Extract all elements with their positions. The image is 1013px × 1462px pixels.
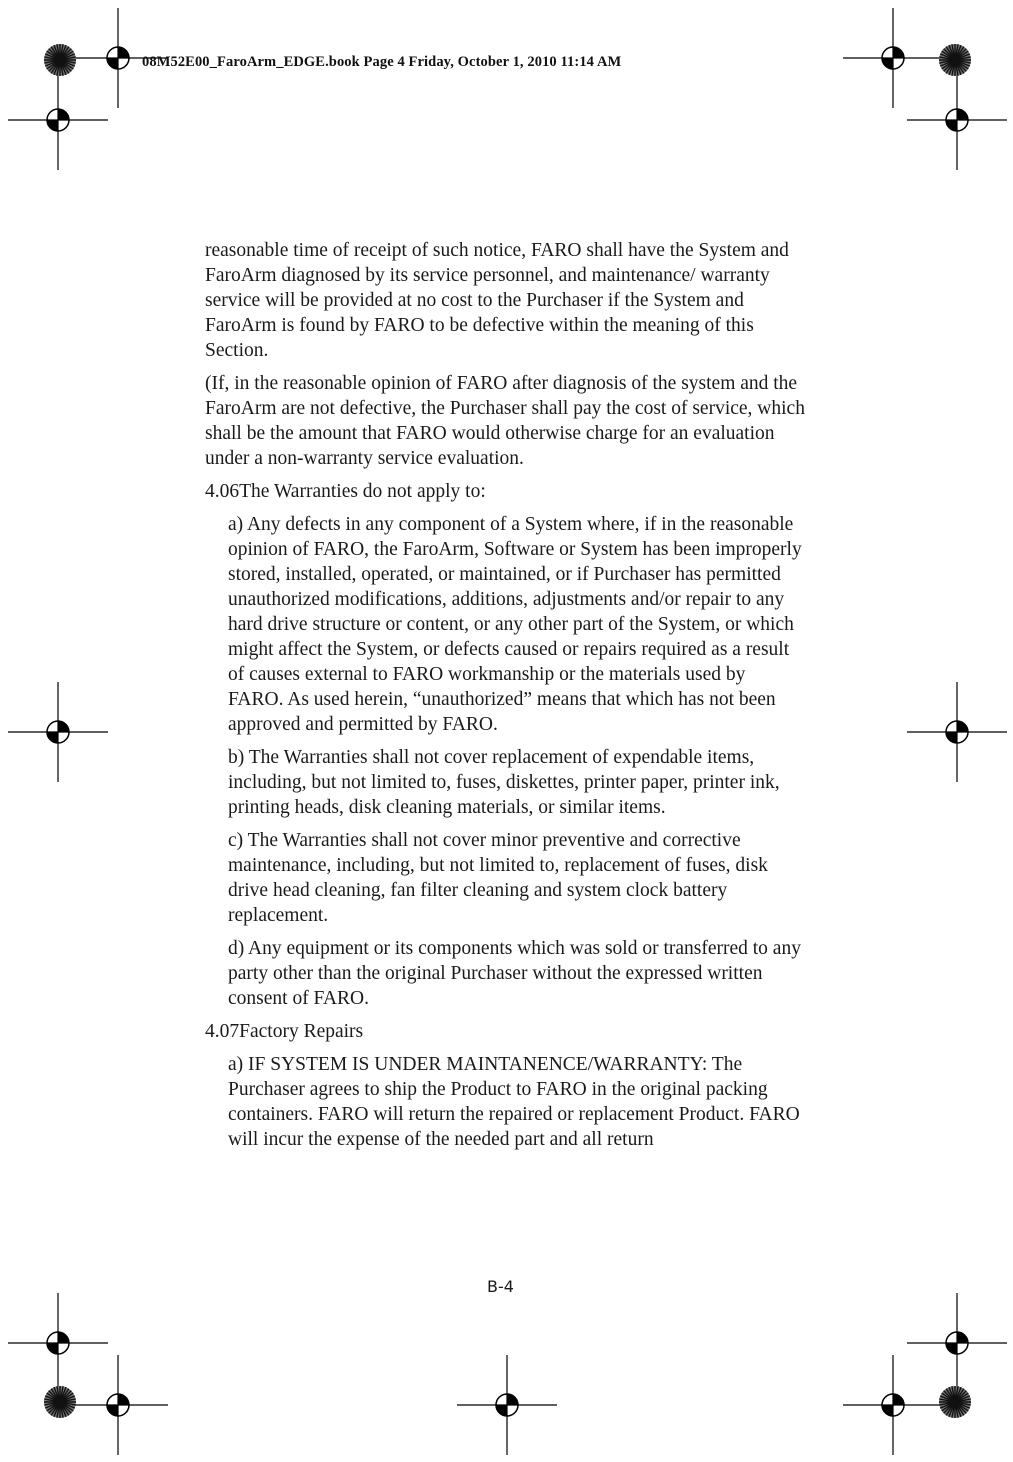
registration-crosshair-icon bbox=[457, 1355, 557, 1455]
registration-starburst-icon bbox=[44, 44, 76, 76]
registration-crosshair-icon bbox=[907, 1293, 1007, 1393]
section-title: The Warranties do not apply to: bbox=[239, 481, 486, 502]
section-title: Factory Repairs bbox=[239, 1021, 364, 1042]
list-item: c) The Warranties shall not cover minor preventive and corrective maintenance, including, but not limited to, replacement of fuses, disk drive head cleaning, fan filter cleaning and system clock battery replacement. bbox=[228, 830, 768, 926]
registration-starburst-icon bbox=[939, 44, 971, 76]
list-item: a) Any defects in any component of a System where, if in the reasonable opinion of FARO, the FaroArm, Software or System has been improperly stored, installed, operated, or maintained, or if Purchaser has permitted unauthorized modifications, additions, adjustments and/or repair to any hard drive structure or content, or any other part of the System, or which might affect the System, or defects caused or repairs required as a result of causes external to FARO workmanship or the materials used by FARO. As used herein, “unauthorized” means that which has not been approved and permitted by FARO. bbox=[228, 514, 802, 735]
section-heading-4-06 bbox=[205, 479, 805, 504]
list-item: d) Any equipment or its components which was sold or transferred to any party other than the original Purchaser without the expressed written consent of FARO. bbox=[228, 938, 801, 1009]
list-item: b) The Warranties shall not cover replacement of expendable items, including, but not limited to, fuses, diskettes, printer paper, printer ink, printing heads, disk cleaning materials, or similar items. bbox=[228, 747, 780, 818]
registration-crosshair-icon bbox=[907, 70, 1007, 170]
section-number: 4.06 bbox=[205, 481, 240, 502]
registration-crosshair-icon bbox=[8, 1293, 108, 1393]
registration-starburst-icon bbox=[44, 1386, 76, 1418]
registration-crosshair-icon bbox=[843, 8, 943, 108]
print-slug-line: 08M52E00_FaroArm_EDGE.book Page 4 Friday, October 1, 2010 11:14 AM bbox=[142, 54, 622, 70]
page-body bbox=[205, 238, 805, 1160]
page-number: B-4 bbox=[487, 1277, 514, 1296]
paragraph: (If, in the reasonable opinion of FARO after diagnosis of the system and the FaroArm are not defective, the Purchaser shall pay the cost of service, which shall be the amount that FARO would otherwise charge for an evaluation under a non-warranty service evaluation. bbox=[205, 373, 805, 469]
section-number: 4.07 bbox=[205, 1021, 240, 1042]
registration-crosshair-icon bbox=[68, 1355, 168, 1455]
registration-starburst-icon bbox=[939, 1386, 971, 1418]
registration-crosshair-icon bbox=[8, 682, 108, 782]
section-heading-4-07 bbox=[205, 1019, 805, 1044]
list-item: a) IF SYSTEM IS UNDER MAINTANENCE/WARRANTY: The Purchaser agrees to ship the Product to FARO in the original packing containers. FARO will return the repaired or replacement Product. FARO will incur the expense of the needed part and all return bbox=[228, 1054, 800, 1150]
registration-crosshair-icon bbox=[843, 1355, 943, 1455]
registration-crosshair-icon bbox=[8, 70, 108, 170]
registration-crosshair-icon bbox=[907, 682, 1007, 782]
paragraph: reasonable time of receipt of such notice, FARO shall have the System and FaroArm diagnosed by its service personnel, and maintenance/ warranty service will be provided at no cost to the Purchaser if the System and FaroArm is found by FARO to be defective within the meaning of this Section. bbox=[205, 240, 789, 361]
